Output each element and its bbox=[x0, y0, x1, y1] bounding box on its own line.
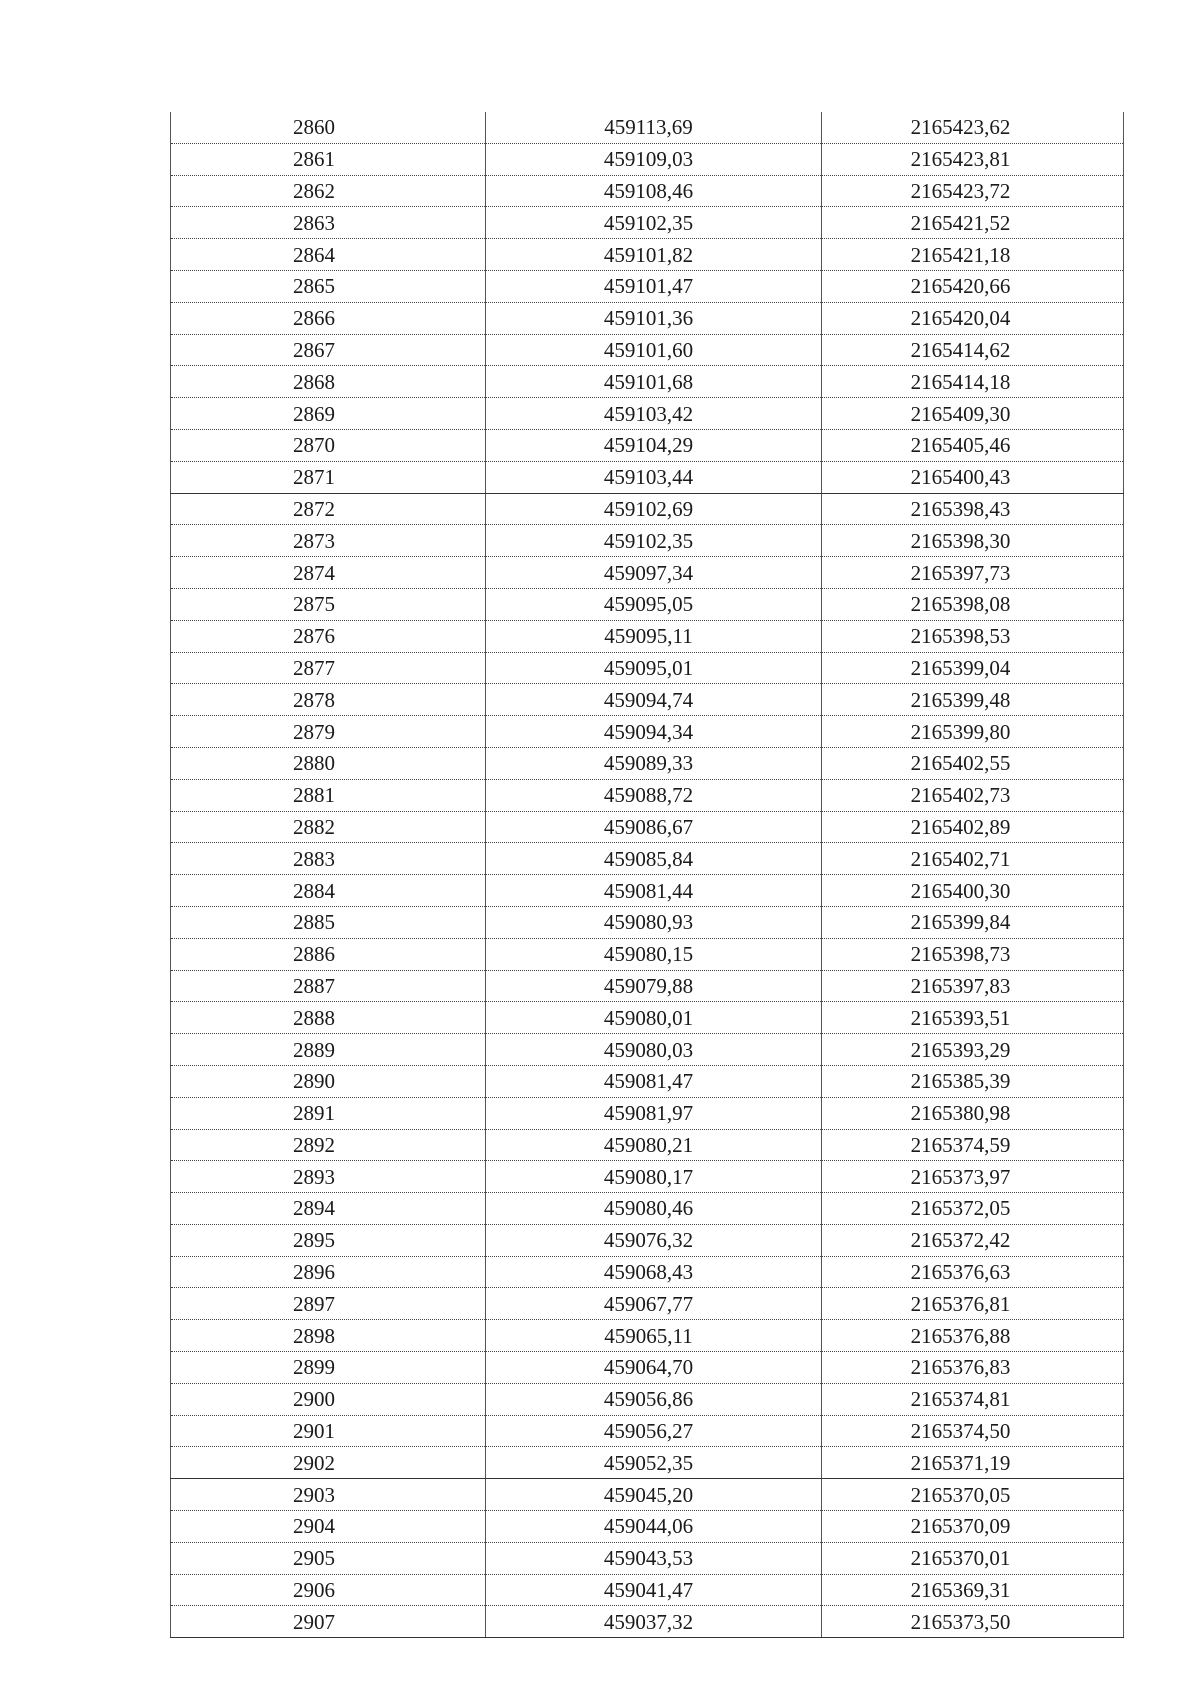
point-number-cell: 2891 bbox=[171, 1097, 486, 1129]
y-coordinate-cell: 2165376,63 bbox=[822, 1256, 1124, 1288]
x-coordinate-cell: 459064,70 bbox=[486, 1352, 822, 1384]
y-coordinate-cell: 2165393,29 bbox=[822, 1034, 1124, 1066]
y-coordinate-cell: 2165373,97 bbox=[822, 1161, 1124, 1193]
y-coordinate-cell: 2165370,05 bbox=[822, 1479, 1124, 1511]
y-coordinate-cell: 2165385,39 bbox=[822, 1065, 1124, 1097]
y-coordinate-cell: 2165420,66 bbox=[822, 270, 1124, 302]
point-number-cell: 2901 bbox=[171, 1415, 486, 1447]
table-row bbox=[171, 493, 1124, 525]
x-coordinate-cell: 459080,03 bbox=[486, 1034, 822, 1066]
point-number-cell: 2907 bbox=[171, 1606, 486, 1638]
x-coordinate-cell: 459081,44 bbox=[486, 875, 822, 907]
point-number-cell: 2883 bbox=[171, 843, 486, 875]
point-number-cell: 2888 bbox=[171, 1002, 486, 1034]
y-coordinate-cell: 2165369,31 bbox=[822, 1574, 1124, 1606]
y-coordinate-cell: 2165423,62 bbox=[822, 112, 1124, 143]
x-coordinate-cell: 459085,84 bbox=[486, 843, 822, 875]
y-coordinate-cell: 2165399,80 bbox=[822, 716, 1124, 748]
y-coordinate-cell: 2165405,46 bbox=[822, 429, 1124, 461]
point-number-cell: 2880 bbox=[171, 747, 486, 779]
point-number-cell: 2903 bbox=[171, 1479, 486, 1511]
point-number-cell: 2871 bbox=[171, 461, 486, 493]
x-coordinate-cell: 459080,21 bbox=[486, 1129, 822, 1161]
y-coordinate-cell: 2165402,55 bbox=[822, 747, 1124, 779]
x-coordinate-cell: 459101,47 bbox=[486, 270, 822, 302]
point-number-cell: 2879 bbox=[171, 716, 486, 748]
x-coordinate-cell: 459089,33 bbox=[486, 747, 822, 779]
point-number-cell: 2896 bbox=[171, 1256, 486, 1288]
point-number-cell: 2860 bbox=[171, 112, 486, 143]
y-coordinate-cell: 2165398,08 bbox=[822, 588, 1124, 620]
x-coordinate-cell: 459080,46 bbox=[486, 1193, 822, 1225]
table-row bbox=[171, 1542, 1124, 1574]
point-number-cell: 2875 bbox=[171, 588, 486, 620]
x-coordinate-cell: 459045,20 bbox=[486, 1479, 822, 1511]
coordinate-table bbox=[170, 112, 1124, 1638]
y-coordinate-cell: 2165414,18 bbox=[822, 366, 1124, 398]
point-number-cell: 2892 bbox=[171, 1129, 486, 1161]
y-coordinate-cell: 2165380,98 bbox=[822, 1097, 1124, 1129]
point-number-cell: 2874 bbox=[171, 557, 486, 589]
y-coordinate-cell: 2165398,30 bbox=[822, 525, 1124, 557]
point-number-cell: 2867 bbox=[171, 334, 486, 366]
point-number-cell: 2869 bbox=[171, 398, 486, 430]
y-coordinate-cell: 2165399,04 bbox=[822, 652, 1124, 684]
x-coordinate-cell: 459109,03 bbox=[486, 143, 822, 175]
point-number-cell: 2890 bbox=[171, 1065, 486, 1097]
point-number-cell: 2862 bbox=[171, 175, 486, 207]
point-number-cell: 2870 bbox=[171, 429, 486, 461]
table-row bbox=[171, 747, 1124, 779]
table-row bbox=[171, 1511, 1124, 1543]
x-coordinate-cell: 459101,82 bbox=[486, 239, 822, 271]
table-row bbox=[171, 1352, 1124, 1384]
point-number-cell: 2881 bbox=[171, 779, 486, 811]
y-coordinate-cell: 2165370,01 bbox=[822, 1542, 1124, 1574]
point-number-cell: 2864 bbox=[171, 239, 486, 271]
x-coordinate-cell: 459052,35 bbox=[486, 1447, 822, 1479]
table-row bbox=[171, 302, 1124, 334]
y-coordinate-cell: 2165370,09 bbox=[822, 1511, 1124, 1543]
table-row bbox=[171, 1606, 1124, 1638]
point-number-cell: 2906 bbox=[171, 1574, 486, 1606]
point-number-cell: 2904 bbox=[171, 1511, 486, 1543]
x-coordinate-cell: 459113,69 bbox=[486, 112, 822, 143]
table-row bbox=[171, 684, 1124, 716]
table-row bbox=[171, 557, 1124, 589]
y-coordinate-cell: 2165398,73 bbox=[822, 938, 1124, 970]
y-coordinate-cell: 2165414,62 bbox=[822, 334, 1124, 366]
x-coordinate-cell: 459056,86 bbox=[486, 1383, 822, 1415]
y-coordinate-cell: 2165420,04 bbox=[822, 302, 1124, 334]
x-coordinate-cell: 459044,06 bbox=[486, 1511, 822, 1543]
table-row bbox=[171, 1288, 1124, 1320]
table-row bbox=[171, 875, 1124, 907]
x-coordinate-cell: 459080,15 bbox=[486, 938, 822, 970]
point-number-cell: 2895 bbox=[171, 1224, 486, 1256]
table-row bbox=[171, 270, 1124, 302]
point-number-cell: 2876 bbox=[171, 620, 486, 652]
point-number-cell: 2872 bbox=[171, 493, 486, 525]
table-row bbox=[171, 779, 1124, 811]
table-row bbox=[171, 1256, 1124, 1288]
table-row bbox=[171, 1479, 1124, 1511]
point-number-cell: 2877 bbox=[171, 652, 486, 684]
x-coordinate-cell: 459080,17 bbox=[486, 1161, 822, 1193]
y-coordinate-cell: 2165402,71 bbox=[822, 843, 1124, 875]
point-number-cell: 2897 bbox=[171, 1288, 486, 1320]
y-coordinate-cell: 2165399,84 bbox=[822, 906, 1124, 938]
x-coordinate-cell: 459037,32 bbox=[486, 1606, 822, 1638]
table-row bbox=[171, 398, 1124, 430]
point-number-cell: 2873 bbox=[171, 525, 486, 557]
point-number-cell: 2868 bbox=[171, 366, 486, 398]
table-row bbox=[171, 1129, 1124, 1161]
table-row bbox=[171, 334, 1124, 366]
x-coordinate-cell: 459080,01 bbox=[486, 1002, 822, 1034]
y-coordinate-cell: 2165393,51 bbox=[822, 1002, 1124, 1034]
y-coordinate-cell: 2165409,30 bbox=[822, 398, 1124, 430]
point-number-cell: 2863 bbox=[171, 207, 486, 239]
table-row bbox=[171, 239, 1124, 271]
x-coordinate-cell: 459101,68 bbox=[486, 366, 822, 398]
y-coordinate-cell: 2165372,42 bbox=[822, 1224, 1124, 1256]
y-coordinate-cell: 2165376,83 bbox=[822, 1352, 1124, 1384]
x-coordinate-cell: 459102,69 bbox=[486, 493, 822, 525]
y-coordinate-cell: 2165421,18 bbox=[822, 239, 1124, 271]
x-coordinate-cell: 459086,67 bbox=[486, 811, 822, 843]
table-row bbox=[171, 1320, 1124, 1352]
point-number-cell: 2905 bbox=[171, 1542, 486, 1574]
table-row bbox=[171, 620, 1124, 652]
y-coordinate-cell: 2165400,43 bbox=[822, 461, 1124, 493]
table-row bbox=[171, 1447, 1124, 1479]
table-row bbox=[171, 1383, 1124, 1415]
y-coordinate-cell: 2165423,72 bbox=[822, 175, 1124, 207]
point-number-cell: 2899 bbox=[171, 1352, 486, 1384]
y-coordinate-cell: 2165421,52 bbox=[822, 207, 1124, 239]
point-number-cell: 2865 bbox=[171, 270, 486, 302]
coordinate-table-body bbox=[171, 112, 1124, 1638]
table-row bbox=[171, 207, 1124, 239]
y-coordinate-cell: 2165398,43 bbox=[822, 493, 1124, 525]
table-row bbox=[171, 1034, 1124, 1066]
x-coordinate-cell: 459088,72 bbox=[486, 779, 822, 811]
x-coordinate-cell: 459103,42 bbox=[486, 398, 822, 430]
point-number-cell: 2887 bbox=[171, 970, 486, 1002]
point-number-cell: 2900 bbox=[171, 1383, 486, 1415]
x-coordinate-cell: 459095,11 bbox=[486, 620, 822, 652]
table-row bbox=[171, 1002, 1124, 1034]
table-row bbox=[171, 429, 1124, 461]
table-row bbox=[171, 175, 1124, 207]
x-coordinate-cell: 459094,74 bbox=[486, 684, 822, 716]
y-coordinate-cell: 2165402,89 bbox=[822, 811, 1124, 843]
y-coordinate-cell: 2165371,19 bbox=[822, 1447, 1124, 1479]
y-coordinate-cell: 2165376,81 bbox=[822, 1288, 1124, 1320]
point-number-cell: 2893 bbox=[171, 1161, 486, 1193]
y-coordinate-cell: 2165374,59 bbox=[822, 1129, 1124, 1161]
y-coordinate-cell: 2165374,81 bbox=[822, 1383, 1124, 1415]
x-coordinate-cell: 459095,01 bbox=[486, 652, 822, 684]
x-coordinate-cell: 459081,47 bbox=[486, 1065, 822, 1097]
y-coordinate-cell: 2165400,30 bbox=[822, 875, 1124, 907]
table-row bbox=[171, 525, 1124, 557]
table-row bbox=[171, 970, 1124, 1002]
table-row bbox=[171, 112, 1124, 143]
x-coordinate-cell: 459079,88 bbox=[486, 970, 822, 1002]
x-coordinate-cell: 459065,11 bbox=[486, 1320, 822, 1352]
point-number-cell: 2866 bbox=[171, 302, 486, 334]
y-coordinate-cell: 2165399,48 bbox=[822, 684, 1124, 716]
table-row bbox=[171, 938, 1124, 970]
x-coordinate-cell: 459094,34 bbox=[486, 716, 822, 748]
point-number-cell: 2861 bbox=[171, 143, 486, 175]
x-coordinate-cell: 459108,46 bbox=[486, 175, 822, 207]
y-coordinate-cell: 2165402,73 bbox=[822, 779, 1124, 811]
x-coordinate-cell: 459056,27 bbox=[486, 1415, 822, 1447]
x-coordinate-cell: 459080,93 bbox=[486, 906, 822, 938]
table-row bbox=[171, 1415, 1124, 1447]
x-coordinate-cell: 459101,60 bbox=[486, 334, 822, 366]
y-coordinate-cell: 2165372,05 bbox=[822, 1193, 1124, 1225]
table-row bbox=[171, 906, 1124, 938]
y-coordinate-cell: 2165423,81 bbox=[822, 143, 1124, 175]
y-coordinate-cell: 2165373,50 bbox=[822, 1606, 1124, 1638]
table-row bbox=[171, 588, 1124, 620]
point-number-cell: 2882 bbox=[171, 811, 486, 843]
y-coordinate-cell: 2165398,53 bbox=[822, 620, 1124, 652]
y-coordinate-cell: 2165397,73 bbox=[822, 557, 1124, 589]
table-row bbox=[171, 1574, 1124, 1606]
table-row bbox=[171, 1224, 1124, 1256]
y-coordinate-cell: 2165376,88 bbox=[822, 1320, 1124, 1352]
x-coordinate-cell: 459103,44 bbox=[486, 461, 822, 493]
y-coordinate-cell: 2165397,83 bbox=[822, 970, 1124, 1002]
point-number-cell: 2878 bbox=[171, 684, 486, 716]
y-coordinate-cell: 2165374,50 bbox=[822, 1415, 1124, 1447]
point-number-cell: 2898 bbox=[171, 1320, 486, 1352]
point-number-cell: 2894 bbox=[171, 1193, 486, 1225]
point-number-cell: 2886 bbox=[171, 938, 486, 970]
x-coordinate-cell: 459095,05 bbox=[486, 588, 822, 620]
table-row bbox=[171, 1065, 1124, 1097]
table-row bbox=[171, 716, 1124, 748]
table-row bbox=[171, 366, 1124, 398]
table-row bbox=[171, 1193, 1124, 1225]
x-coordinate-cell: 459081,97 bbox=[486, 1097, 822, 1129]
x-coordinate-cell: 459043,53 bbox=[486, 1542, 822, 1574]
table-row bbox=[171, 1161, 1124, 1193]
x-coordinate-cell: 459041,47 bbox=[486, 1574, 822, 1606]
table-row bbox=[171, 843, 1124, 875]
table-row bbox=[171, 811, 1124, 843]
table-row bbox=[171, 461, 1124, 493]
x-coordinate-cell: 459104,29 bbox=[486, 429, 822, 461]
x-coordinate-cell: 459076,32 bbox=[486, 1224, 822, 1256]
table-row bbox=[171, 143, 1124, 175]
point-number-cell: 2889 bbox=[171, 1034, 486, 1066]
table-row bbox=[171, 1097, 1124, 1129]
x-coordinate-cell: 459102,35 bbox=[486, 207, 822, 239]
x-coordinate-cell: 459102,35 bbox=[486, 525, 822, 557]
table-row bbox=[171, 652, 1124, 684]
x-coordinate-cell: 459101,36 bbox=[486, 302, 822, 334]
point-number-cell: 2885 bbox=[171, 906, 486, 938]
point-number-cell: 2884 bbox=[171, 875, 486, 907]
point-number-cell: 2902 bbox=[171, 1447, 486, 1479]
x-coordinate-cell: 459068,43 bbox=[486, 1256, 822, 1288]
x-coordinate-cell: 459067,77 bbox=[486, 1288, 822, 1320]
x-coordinate-cell: 459097,34 bbox=[486, 557, 822, 589]
